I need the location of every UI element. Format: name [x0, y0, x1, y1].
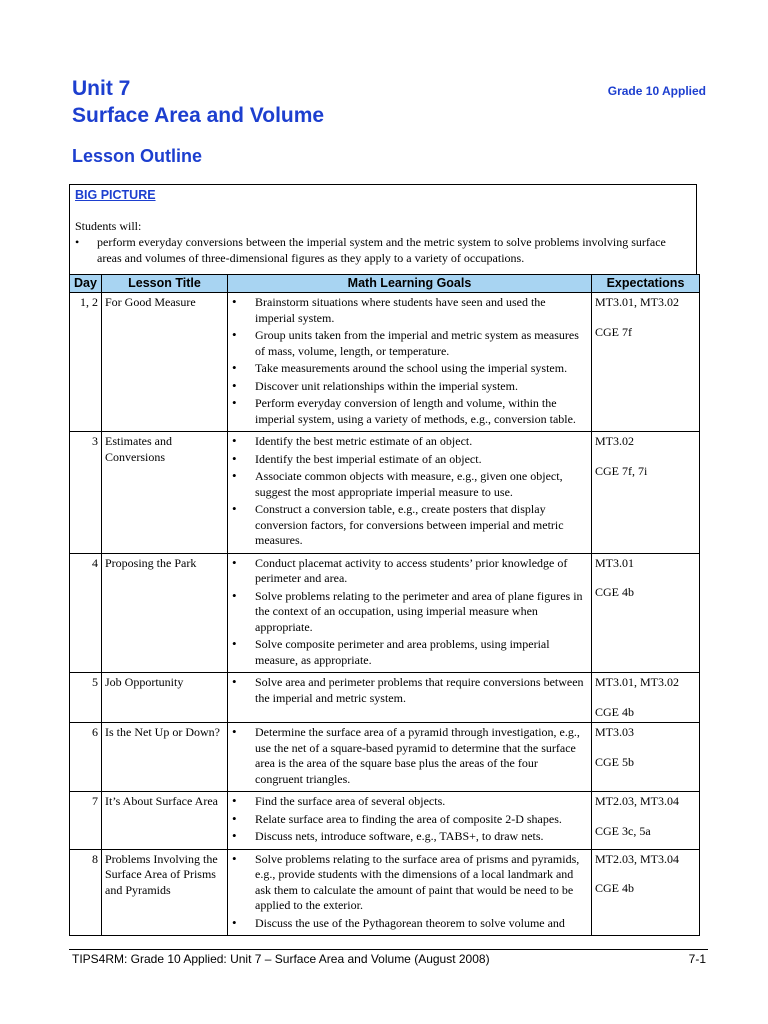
day-cell: 5	[70, 673, 102, 723]
table-header-row	[70, 275, 700, 293]
goals-cell	[228, 673, 592, 723]
list-item	[231, 725, 588, 787]
list-item	[231, 812, 588, 828]
goal-text: Discover unit relationships within the imperial system.	[255, 378, 518, 393]
goal-text: Take measurements around the school using the imperial system.	[255, 361, 568, 375]
bullet-icon: •	[75, 235, 80, 249]
expectation-codes: MT2.03, MT3.04	[595, 794, 679, 808]
goal-text: Perform everyday conversion of length and volume, within the imperial system, using a variety of methods, e.g., conversion table.	[255, 396, 576, 426]
goal-text: Identify the best imperial estimate of an object.	[255, 451, 482, 466]
day-cell: 4	[70, 553, 102, 673]
goal-text: Discuss the use of the Pythagorean theorem to solve volume and	[255, 915, 565, 930]
goal-text: Identify the best metric estimate of an object.	[255, 434, 473, 448]
expectations-cell	[592, 673, 700, 723]
expectations-cell	[592, 792, 700, 850]
list-item	[231, 589, 588, 636]
goal-text: Solve problems relating to the perimeter and area of plane figures in the context of an occupation, using imperial measure when appropriate.	[255, 588, 583, 634]
lesson-table	[69, 274, 700, 936]
expectations-cell	[592, 723, 700, 792]
list-item	[231, 452, 588, 468]
goals-cell	[228, 792, 592, 850]
list-item	[231, 794, 588, 810]
cge-codes: CGE 3c, 5a	[595, 823, 651, 838]
table-row	[70, 432, 700, 554]
unit-subtitle: Surface Area and Volume	[72, 104, 325, 127]
list-item	[231, 675, 588, 706]
table-row	[70, 673, 700, 723]
list-item	[231, 295, 588, 326]
goal-text: Brainstorm situations where students have seen and used the imperial system.	[255, 295, 546, 325]
big-picture-box	[69, 184, 697, 274]
goal-text: Conduct placemat activity to access students’ prior knowledge of perimeter and area.	[255, 555, 568, 585]
list-item	[231, 361, 588, 377]
col-header-title: Lesson Title	[102, 275, 228, 293]
cge-codes: CGE 5b	[595, 754, 634, 769]
goals-cell	[228, 723, 592, 792]
cge-codes: CGE 4b	[595, 881, 634, 895]
expectation-codes: MT3.01	[595, 555, 634, 570]
goal-text: Find the surface area of several objects.	[255, 794, 446, 808]
cge-codes: CGE 4b	[595, 585, 634, 599]
day-cell: 3	[70, 432, 102, 554]
lesson-title-cell: For Good Measure	[102, 293, 228, 432]
goal-text: Relate surface area to finding the area of composite 2-D shapes.	[255, 811, 562, 826]
table-row	[70, 792, 700, 850]
day-cell: 1, 2	[70, 293, 102, 432]
table-row	[70, 723, 700, 792]
expectations-cell	[592, 293, 700, 432]
expectation-codes: MT3.02	[595, 434, 634, 448]
lesson-title-cell: Problems Involving the Surface Area of Prisms and Pyramids	[102, 849, 228, 936]
list-item	[231, 916, 588, 932]
goal-text: Associate common objects with measure, e.g., given one object, suggest the most appropriate imperial measure to use.	[255, 469, 563, 499]
lesson-title-cell: Is the Net Up or Down?	[102, 723, 228, 792]
goal-text: Group units taken from the imperial and metric system as measures of mass, volume, length, or temperature.	[255, 328, 579, 358]
footer-divider	[69, 949, 708, 950]
table-row	[70, 293, 700, 432]
grade-label: Grade 10 Applied	[607, 84, 706, 98]
goal-text: Discuss nets, introduce software, e.g., TABS+, to draw nets.	[255, 829, 544, 843]
list-item	[231, 396, 588, 427]
list-item	[231, 379, 588, 395]
expectation-codes: MT2.03, MT3.04	[595, 851, 679, 866]
goal-text: Solve problems relating to the surface area of prisms and pyramids, e.g., provide students with the dimensions of a local landmark and ask them to calculate the amount of paint that would be need to be applied to the exterior.	[255, 851, 580, 912]
goals-cell	[228, 293, 592, 432]
lesson-title-cell: It’s About Surface Area	[102, 792, 228, 850]
day-cell: 6	[70, 723, 102, 792]
goals-cell	[228, 432, 592, 554]
expectation-codes: MT3.01, MT3.02	[595, 295, 679, 309]
list-item	[231, 556, 588, 587]
expectations-cell	[592, 553, 700, 673]
goal-text: Determine the surface area of a pyramid through investigation, e.g., use the net of a square-based pyramid to determine that the surface area is the area of the square base plus the areas of the four congruent triangles.	[255, 725, 580, 786]
expectation-codes: MT3.01, MT3.02	[595, 675, 679, 689]
list-item	[231, 829, 588, 845]
cge-codes: CGE 4b	[595, 704, 634, 719]
expectations-cell	[592, 432, 700, 554]
cge-codes: CGE 7f	[595, 324, 632, 339]
goals-cell	[228, 849, 592, 936]
col-header-goals: Math Learning Goals	[228, 275, 592, 293]
page-number: 7-1	[688, 952, 706, 966]
expectations-cell	[592, 849, 700, 936]
table-row	[70, 849, 700, 936]
goal-text: Solve area and perimeter problems that require conversions between the imperial and metric system.	[255, 675, 584, 705]
goal-text: Solve composite perimeter and area problems, using imperial measure, as appropriate.	[255, 637, 550, 667]
footer-text: TIPS4RM: Grade 10 Applied: Unit 7 – Surface Area and Volume (August 2008)	[72, 952, 490, 966]
big-picture-intro: Students will:	[75, 219, 142, 233]
big-picture-heading: BIG PICTURE	[75, 188, 156, 202]
section-title: Lesson Outline	[72, 146, 203, 166]
expectation-codes: MT3.03	[595, 725, 634, 739]
day-cell: 7	[70, 792, 102, 850]
list-item	[231, 469, 588, 500]
unit-title: Unit 7	[72, 77, 131, 100]
big-picture-bullet: perform everyday conversions between the imperial system and the metric system to solve problems involving surface areas and volumes of three-dimensional figures as they apply to a variety of occupations.	[97, 235, 666, 265]
list-item	[231, 637, 588, 668]
list-item	[231, 502, 588, 549]
list-item	[231, 852, 588, 914]
lesson-title-cell: Job Opportunity	[102, 673, 228, 723]
lesson-title-cell: Proposing the Park	[102, 553, 228, 673]
col-header-day: Day	[70, 275, 102, 293]
list-item	[231, 328, 588, 359]
lesson-title-cell: Estimates and Conversions	[102, 432, 228, 554]
col-header-expectations: Expectations	[592, 275, 700, 293]
goals-cell	[228, 553, 592, 673]
goal-text: Construct a conversion table, e.g., create posters that display conversion factors, for conversions between imperial and metric measures.	[255, 502, 564, 547]
list-item	[231, 434, 588, 450]
day-cell: 8	[70, 849, 102, 936]
table-row	[70, 553, 700, 673]
cge-codes: CGE 7f, 7i	[595, 463, 648, 478]
